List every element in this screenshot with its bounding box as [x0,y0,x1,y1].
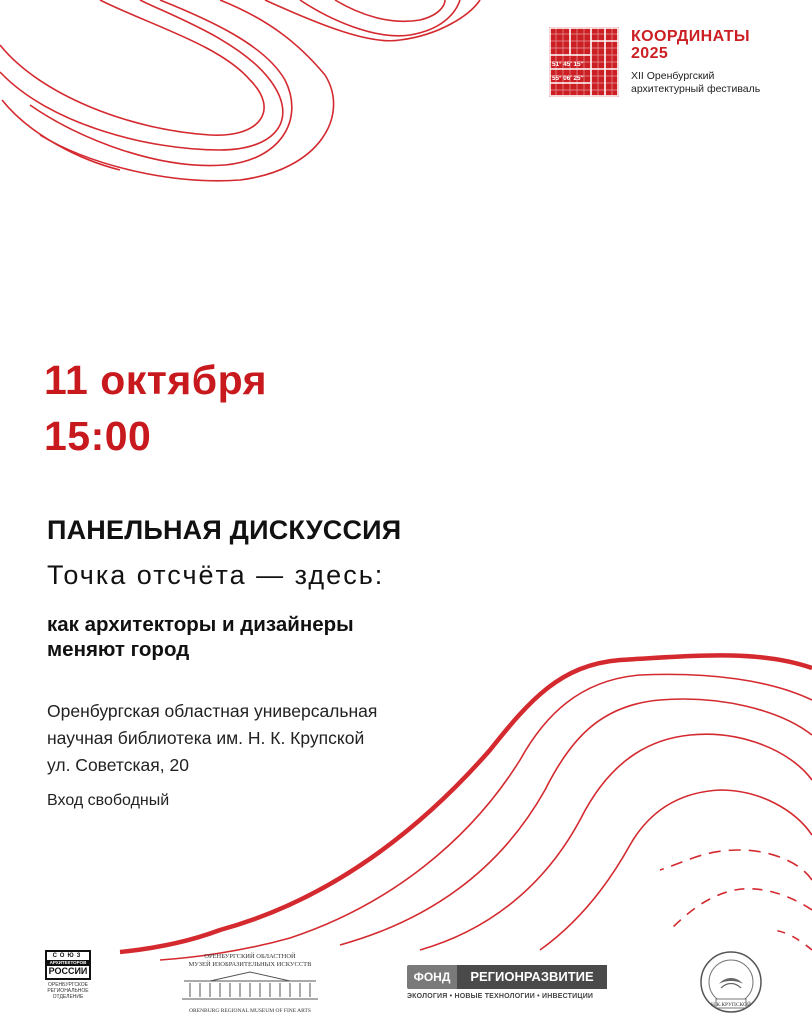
fund-word: ФОНД [407,965,457,989]
venue-address: ул. Советская, 20 [47,755,189,775]
festival-edition: XII Оренбургский [631,70,715,82]
coordinate-longitude: 55° 06′ 25″ [552,75,584,82]
union-of-architects-logo [45,950,93,1000]
festival-title [631,28,750,62]
union-logo-line1: СОЮЗ [52,953,84,959]
festival-logo-grid [549,27,619,97]
union-branch-line1: ОРЕНБУРГСКОЕ [47,982,89,988]
fund-name: РЕГИОНРАЗВИТИЕ [457,965,607,989]
festival-name: КООРДИНАТЫ [631,28,750,45]
fund-tag1: ЭКОЛОГИЯ [407,993,448,1000]
museum-name-line1: ОРЕНБУРГСКИЙ ОБЛАСТНОЙ [204,953,296,960]
event-topic: Точка отсчёта — здесь: [47,560,385,590]
event-venue [47,698,377,779]
museum-name-english: ORENBURG REGIONAL MUSEUM OF FINE ARTS [189,1008,311,1014]
fund-tag2: НОВЫЕ ТЕХНОЛОГИИ [454,993,536,1000]
museum-name-line2: МУЗЕЙ ИЗОБРАЗИТЕЛЬНЫХ ИСКУССТВ [188,961,312,968]
festival-type: архитектурный фестиваль [631,83,761,95]
event-datetime [44,352,267,464]
union-logo-line2: АРХИТЕКТОРОВ [47,960,89,966]
topic-sub-line2: меняют город [47,638,190,661]
event-date: 11 октября [44,357,268,403]
venue-line2: научная библиотека им. Н. К. Крупской [47,728,365,748]
museum-building-icon [180,969,320,1003]
museum-logo [180,953,320,1015]
fund-tag3: ИНВЕСТИЦИИ [541,993,594,1000]
coordinate-latitude: 51° 45′ 15″ [552,61,584,68]
festival-year: 2025 [631,45,669,62]
event-kind: ПАНЕЛЬНАЯ ДИСКУССИЯ [47,515,402,545]
topic-sub-line1: как архитекторы и дизайнеры [47,613,354,636]
event-time: 15:00 [44,413,152,459]
venue-line1: Оренбургская областная универсальная [47,701,378,721]
entry-info: Вход свободный [47,792,170,809]
library-seal-logo [699,950,763,1014]
union-branch-line2: РЕГИОНАЛЬНОЕ [47,988,89,994]
festival-subtitle [631,70,760,96]
event-topic-subtitle [47,612,354,662]
union-branch-line3: ОТДЕЛЕНИЕ [52,994,84,1000]
library-seal-text: Н.К.КРУПСКОЙ [711,1002,751,1008]
fund-regionrazvitie-logo: ФОНД РЕГИОНРАЗВИТИЕ ЭКОЛОГИЯ • НОВЫЕ ТЕХНОЛОГИИ • ИНВЕСТИЦИИ [407,965,607,1000]
union-logo-line3: РОССИИ [48,966,88,976]
